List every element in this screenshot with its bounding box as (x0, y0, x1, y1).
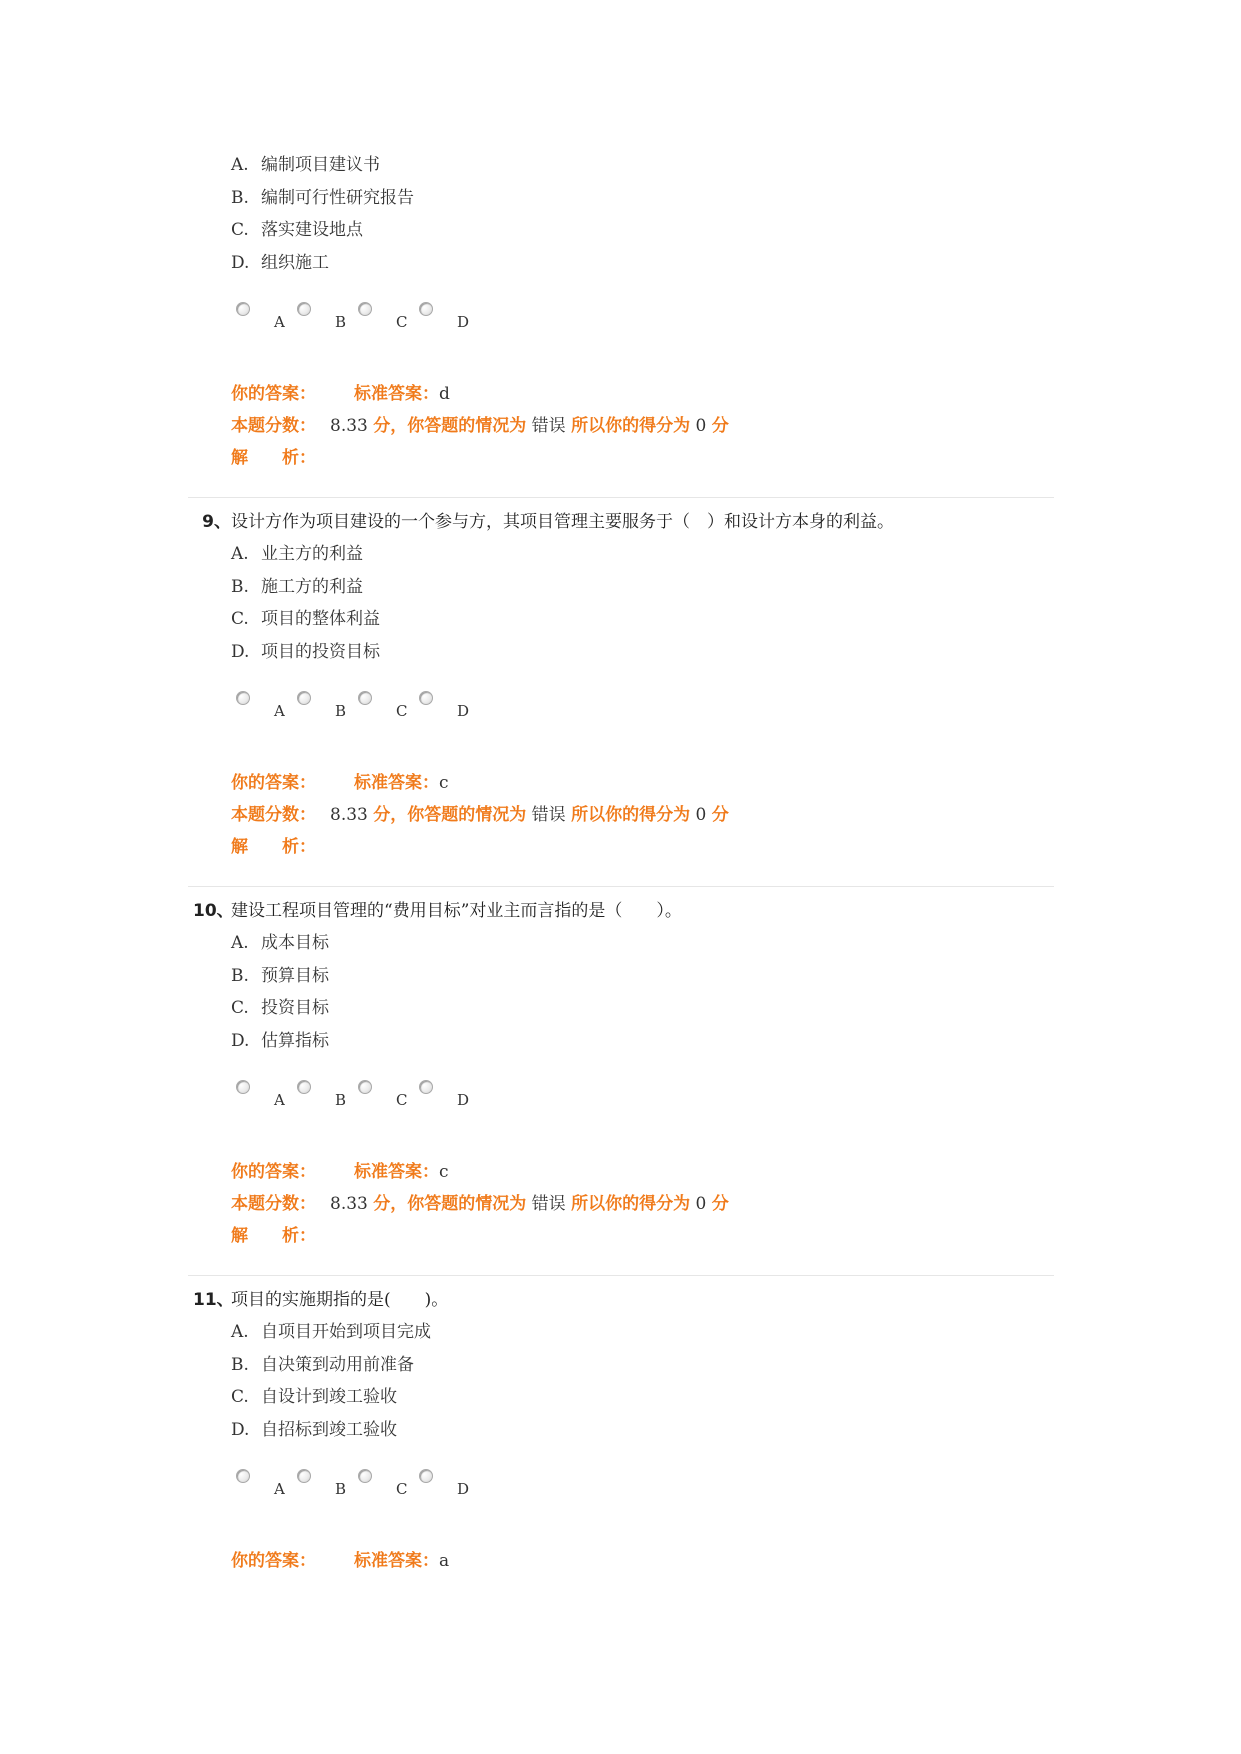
question-title: 11、项目的实施期指的是( )。 (193, 1290, 449, 1310)
score-line: 本题分数： 8.33 分，你答题的情况为 错误 所以你的得分为 0 分 (231, 1194, 729, 1214)
option-d: D. 组织施工 (231, 253, 329, 273)
answer-line: 你的答案： 标准答案：d (231, 384, 450, 404)
radio-d[interactable] (419, 1469, 433, 1483)
radio-d[interactable] (419, 1080, 433, 1094)
radio-a[interactable] (236, 1080, 250, 1094)
answer-line: 你的答案： 标准答案：a (231, 1551, 450, 1571)
radio-b[interactable] (297, 1080, 311, 1094)
divider (188, 497, 1054, 498)
radio-c[interactable] (358, 302, 372, 316)
option-b: B. 编制可行性研究报告 (231, 188, 414, 208)
analysis-line: 解 析： (231, 1226, 316, 1246)
radio-label-a: A (274, 1091, 285, 1109)
option-d: D. 估算指标 (231, 1031, 329, 1051)
option-a: A. 自项目开始到项目完成 (231, 1322, 431, 1342)
answer-line: 你的答案： 标准答案：c (231, 1162, 449, 1182)
analysis-line: 解 析： (231, 837, 316, 857)
question-title: 9、设计方作为项目建设的一个参与方，其项目管理主要服务于（ ）和设计方本身的利益。 (202, 512, 894, 532)
answer-line: 你的答案： 标准答案：c (231, 773, 449, 793)
radio-b[interactable] (297, 302, 311, 316)
standard-answer: a (439, 1551, 450, 1571)
option-d: D. 自招标到竣工验收 (231, 1420, 397, 1440)
radio-label-b: B (335, 1091, 347, 1109)
radio-a[interactable] (236, 691, 250, 705)
radio-d[interactable] (419, 302, 433, 316)
standard-answer: c (439, 773, 449, 793)
radio-label-c: C (396, 1480, 408, 1498)
radio-b[interactable] (297, 1469, 311, 1483)
radio-label-d: D (457, 1091, 470, 1109)
option-a: A. 编制项目建议书 (231, 155, 380, 175)
radio-c[interactable] (358, 1469, 372, 1483)
standard-answer: c (439, 1162, 449, 1182)
analysis-line: 解 析： (231, 448, 316, 468)
radio-label-d: D (457, 1480, 470, 1498)
radio-label-c: C (396, 1091, 408, 1109)
radio-label-b: B (335, 313, 347, 331)
option-b: B. 预算目标 (231, 966, 329, 986)
question-title: 10、建设工程项目管理的“费用目标”对业主而言指的是（ ）。 (193, 901, 682, 921)
radio-c[interactable] (358, 691, 372, 705)
radio-d[interactable] (419, 691, 433, 705)
radio-c[interactable] (358, 1080, 372, 1094)
divider (188, 1275, 1054, 1276)
radio-label-b: B (335, 702, 347, 720)
option-b: B. 自决策到动用前准备 (231, 1355, 414, 1375)
divider (188, 886, 1054, 887)
radio-label-d: D (457, 313, 470, 331)
radio-label-a: A (274, 313, 285, 331)
score-line: 本题分数： 8.33 分，你答题的情况为 错误 所以你的得分为 0 分 (231, 805, 729, 825)
option-b: B. 施工方的利益 (231, 577, 363, 597)
result-text: 错误 (531, 416, 566, 436)
standard-answer: d (439, 384, 450, 404)
radio-a[interactable] (236, 302, 250, 316)
result-text: 错误 (531, 1194, 566, 1214)
option-c: C. 投资目标 (231, 998, 329, 1018)
radio-label-a: A (274, 1480, 285, 1498)
radio-label-c: C (396, 313, 408, 331)
option-c: C. 项目的整体利益 (231, 609, 380, 629)
radio-a[interactable] (236, 1469, 250, 1483)
radio-label-a: A (274, 702, 285, 720)
radio-b[interactable] (297, 691, 311, 705)
radio-label-b: B (335, 1480, 347, 1498)
option-a: A. 业主方的利益 (231, 544, 363, 564)
radio-label-d: D (457, 702, 470, 720)
result-text: 错误 (531, 805, 566, 825)
score-line: 本题分数： 8.33 分，你答题的情况为 错误 所以你的得分为 0 分 (231, 416, 729, 436)
option-d: D. 项目的投资目标 (231, 642, 380, 662)
option-a: A. 成本目标 (231, 933, 329, 953)
option-c: C. 自设计到竣工验收 (231, 1387, 397, 1407)
radio-label-c: C (396, 702, 408, 720)
option-c: C. 落实建设地点 (231, 220, 363, 240)
